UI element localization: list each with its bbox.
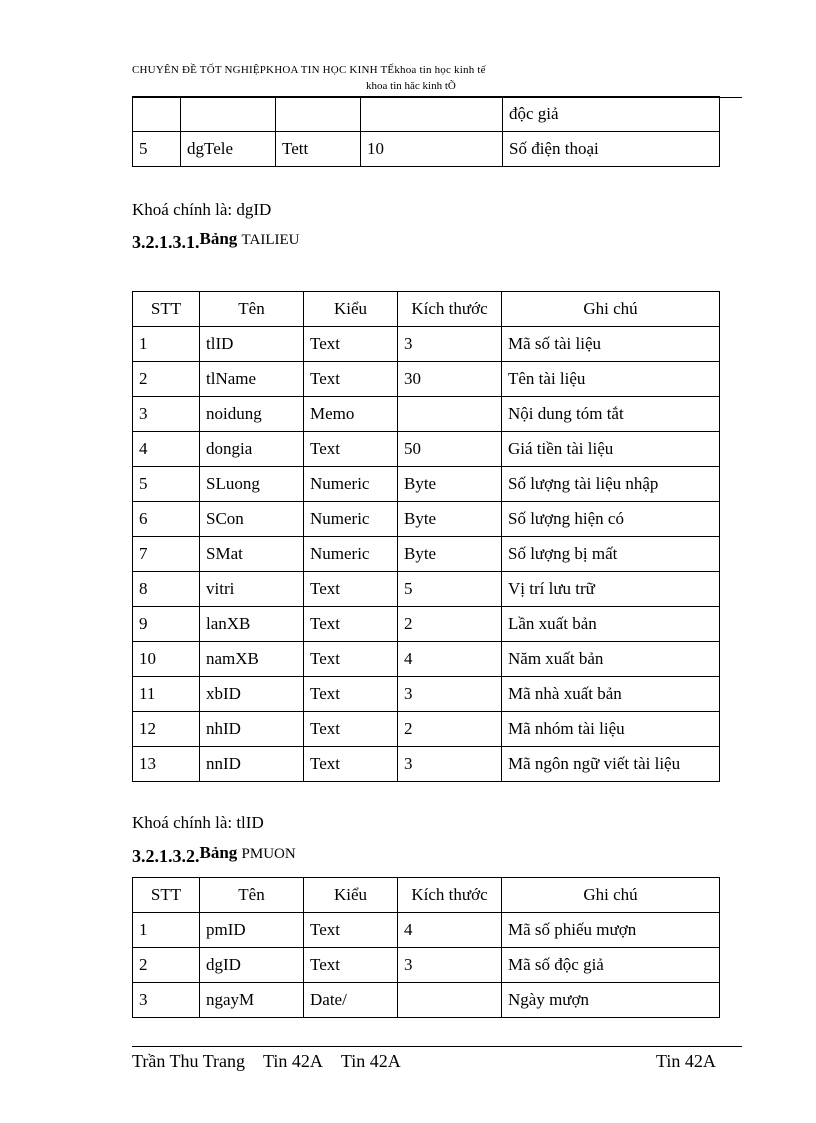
table-cell: Tett xyxy=(276,132,361,167)
footer-class-right: Tin 42A xyxy=(656,1051,716,1071)
table-row xyxy=(133,572,720,607)
table-cell: vitri xyxy=(200,572,304,607)
column-header: STT xyxy=(133,878,200,913)
table-cell: Số lượng hiện có xyxy=(502,502,720,537)
table-cell: Memo xyxy=(304,397,398,432)
table-cell: Text xyxy=(304,362,398,397)
table-cell: 11 xyxy=(133,677,200,712)
column-header: Tên xyxy=(200,878,304,913)
table-cell: Byte xyxy=(398,537,502,572)
table-row xyxy=(133,642,720,677)
table-cell: Ngày mượn xyxy=(502,983,720,1018)
table-row xyxy=(133,677,720,712)
section-heading-pmuon xyxy=(132,843,296,867)
table-cell xyxy=(398,397,502,432)
table-row xyxy=(133,913,720,948)
table-cell: 4 xyxy=(398,642,502,677)
table-cell: Số điện thoại xyxy=(503,132,720,167)
table-row xyxy=(133,362,720,397)
table-cell: dgTele xyxy=(181,132,276,167)
section-table-name: TAILIEU xyxy=(241,232,300,248)
table-row xyxy=(133,712,720,747)
table-cell: Mã nhà xuất bản xyxy=(502,677,720,712)
table-cell: 3 xyxy=(398,677,502,712)
table-cell: 1 xyxy=(133,913,200,948)
table-row xyxy=(133,607,720,642)
table-cell: noidung xyxy=(200,397,304,432)
table-cell: 5 xyxy=(133,132,181,167)
table-cell: xbID xyxy=(200,677,304,712)
table-header-row xyxy=(133,878,720,913)
table-row xyxy=(133,327,720,362)
table-cell: 5 xyxy=(398,572,502,607)
table-cell: SLuong xyxy=(200,467,304,502)
section-number: 3.2.1.3.2. xyxy=(132,846,200,866)
table-cell: 12 xyxy=(133,712,200,747)
table-cell: Năm xuất bản xyxy=(502,642,720,677)
table-cell xyxy=(361,97,503,132)
table-cell: Mã ngôn ngữ viết tài liệu xyxy=(502,747,720,782)
table-cell: 1 xyxy=(133,327,200,362)
table-cell: Text xyxy=(304,607,398,642)
table-cell: Text xyxy=(304,327,398,362)
table-cell: 3 xyxy=(398,948,502,983)
table-cell: 13 xyxy=(133,747,200,782)
table-cell: Mã số phiếu mượn xyxy=(502,913,720,948)
table-cell: nhID xyxy=(200,712,304,747)
table-cell: Text xyxy=(304,572,398,607)
column-header: Ghi chú xyxy=(502,292,720,327)
table-cell: 9 xyxy=(133,607,200,642)
table-cell: pmID xyxy=(200,913,304,948)
table-docgia-continued xyxy=(132,96,720,167)
table-cell: Text xyxy=(304,712,398,747)
table-cell: 2 xyxy=(133,948,200,983)
table-cell: 6 xyxy=(133,502,200,537)
table-cell: Date/ xyxy=(304,983,398,1018)
table-cell: Text xyxy=(304,913,398,948)
table-cell xyxy=(276,97,361,132)
column-header: Kích thước xyxy=(398,878,502,913)
column-header: Ghi chú xyxy=(502,878,720,913)
table-cell: 8 xyxy=(133,572,200,607)
table-cell: 30 xyxy=(398,362,502,397)
table-row xyxy=(133,537,720,572)
table-row xyxy=(133,432,720,467)
table-cell: Tên tài liệu xyxy=(502,362,720,397)
column-header: Kiểu xyxy=(304,292,398,327)
table-cell: ngayM xyxy=(200,983,304,1018)
table-cell: Giá tiền tài liệu xyxy=(502,432,720,467)
table-cell: tlName xyxy=(200,362,304,397)
footer-divider xyxy=(132,1046,742,1047)
table-row xyxy=(133,948,720,983)
table-cell: 3 xyxy=(133,983,200,1018)
table-cell: dgID xyxy=(200,948,304,983)
section-heading-tailieu xyxy=(132,229,300,253)
table-cell: 3 xyxy=(398,327,502,362)
table-cell: 10 xyxy=(133,642,200,677)
table-cell: Byte xyxy=(398,502,502,537)
table-cell: Numeric xyxy=(304,537,398,572)
table-cell: Mã số tài liệu xyxy=(502,327,720,362)
section-table-name: PMUON xyxy=(241,846,296,862)
table-row xyxy=(133,747,720,782)
table-pmuon xyxy=(132,877,720,1018)
table-cell: Lần xuất bản xyxy=(502,607,720,642)
table-cell: Text xyxy=(304,677,398,712)
table-cell: 3 xyxy=(133,397,200,432)
table-cell xyxy=(398,983,502,1018)
table-row xyxy=(133,97,720,132)
table-cell: 50 xyxy=(398,432,502,467)
table-tailieu xyxy=(132,291,720,782)
column-header: Kiểu xyxy=(304,878,398,913)
table-cell: độc giả xyxy=(503,97,720,132)
table-cell: Byte xyxy=(398,467,502,502)
footer-class: Tin 42A xyxy=(340,1051,401,1071)
table-cell: 5 xyxy=(133,467,200,502)
table-cell: dongia xyxy=(200,432,304,467)
table-cell: Text xyxy=(304,642,398,677)
table-cell: Số lượng bị mất xyxy=(502,537,720,572)
table-cell xyxy=(181,97,276,132)
table-cell: Mã số độc giả xyxy=(502,948,720,983)
footer-author: Trần Thu Trang xyxy=(132,1051,246,1071)
table-cell: 2 xyxy=(133,362,200,397)
table-cell: 4 xyxy=(133,432,200,467)
table-row xyxy=(133,397,720,432)
table-row xyxy=(133,502,720,537)
table-cell xyxy=(133,97,181,132)
page-header-title: CHUYÊN ĐỀ TỐT NGHIỆPKHOA TIN HỌC KINH TẾkhoa tin học kinh tế xyxy=(132,64,486,76)
table-cell: Text xyxy=(304,432,398,467)
primary-key-note-tailieu: Khoá chính là: tlID xyxy=(132,813,264,832)
column-header: STT xyxy=(133,292,200,327)
table-cell: Text xyxy=(304,948,398,983)
table-cell: nnID xyxy=(200,747,304,782)
table-cell: SMat xyxy=(200,537,304,572)
table-cell: 4 xyxy=(398,913,502,948)
table-cell: Mã nhóm tài liệu xyxy=(502,712,720,747)
column-header: Tên xyxy=(200,292,304,327)
table-cell: Text xyxy=(304,747,398,782)
table-cell: 3 xyxy=(398,747,502,782)
section-number: 3.2.1.3.1. xyxy=(132,232,200,252)
table-cell: SCon xyxy=(200,502,304,537)
table-row xyxy=(133,467,720,502)
primary-key-note-docgia: Khoá chính là: dgID xyxy=(132,200,272,219)
section-word: Bảng xyxy=(199,229,242,248)
table-cell: 10 xyxy=(361,132,503,167)
footer-class: Tin 42A xyxy=(263,1051,323,1071)
table-cell: Numeric xyxy=(304,467,398,502)
table-cell: Vị trí lưu trữ xyxy=(502,572,720,607)
table-cell: Nội dung tóm tắt xyxy=(502,397,720,432)
page-header-subtitle: khoa tin hăc kinh tÕ xyxy=(366,80,456,92)
table-cell: 2 xyxy=(398,712,502,747)
page-footer xyxy=(132,1051,419,1072)
table-header-row xyxy=(133,292,720,327)
table-row xyxy=(133,132,720,167)
table-cell: 7 xyxy=(133,537,200,572)
table-cell: Numeric xyxy=(304,502,398,537)
table-cell: Số lượng tài liệu nhập xyxy=(502,467,720,502)
table-cell: tlID xyxy=(200,327,304,362)
table-row xyxy=(133,983,720,1018)
column-header: Kích thước xyxy=(398,292,502,327)
table-cell: lanXB xyxy=(200,607,304,642)
table-cell: 2 xyxy=(398,607,502,642)
table-cell: namXB xyxy=(200,642,304,677)
section-word: Bảng xyxy=(199,843,242,862)
